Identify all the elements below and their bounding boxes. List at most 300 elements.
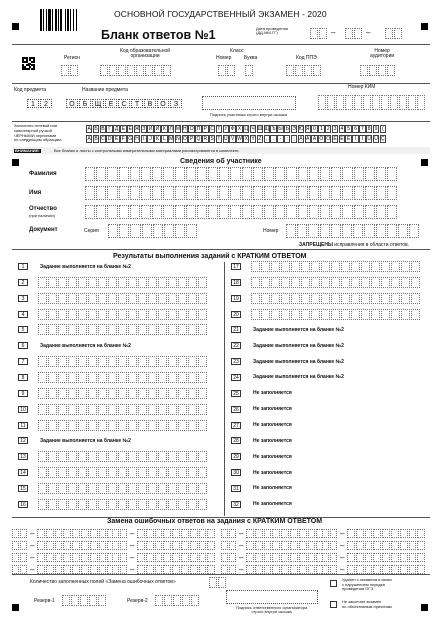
input-cell[interactable] [345, 95, 353, 110]
input-cell[interactable] [58, 309, 67, 320]
input-cell[interactable] [391, 565, 399, 574]
input-cell[interactable] [229, 565, 236, 574]
input-cell[interactable] [128, 451, 137, 462]
replacement-task-cells[interactable] [322, 565, 338, 574]
replacement-task-cells[interactable] [12, 553, 28, 562]
input-cell[interactable] [308, 224, 318, 238]
input-cell[interactable] [148, 420, 157, 431]
input-cell[interactable] [347, 529, 355, 538]
input-cell[interactable] [198, 483, 207, 494]
input-cell[interactable] [178, 420, 187, 431]
input-cell[interactable] [138, 277, 147, 288]
input-cell[interactable] [331, 186, 341, 200]
input-cell[interactable] [361, 277, 370, 288]
replacement-answer-cells[interactable] [347, 529, 426, 538]
input-cell[interactable] [68, 404, 77, 415]
input-cell[interactable] [301, 261, 310, 272]
input-cell[interactable] [168, 451, 177, 462]
input-cell[interactable] [246, 553, 254, 562]
input-cell[interactable] [108, 404, 117, 415]
input-cell[interactable] [78, 451, 87, 462]
input-cell[interactable] [330, 541, 337, 550]
answer-cells[interactable] [38, 388, 208, 399]
input-cell[interactable] [55, 541, 63, 550]
input-cell[interactable] [37, 565, 45, 574]
input-cell[interactable] [175, 167, 185, 181]
input-cell[interactable] [80, 595, 88, 606]
input-cell[interactable] [136, 65, 144, 76]
input-cell[interactable] [308, 541, 316, 550]
input-cell[interactable] [148, 388, 157, 399]
input-cell[interactable] [88, 483, 97, 494]
input-cell[interactable] [401, 277, 410, 288]
input-cell[interactable] [58, 404, 67, 415]
input-cell[interactable] [68, 372, 77, 383]
answer-cells[interactable] [38, 356, 208, 367]
input-cell[interactable] [128, 277, 137, 288]
input-cell[interactable] [281, 541, 289, 550]
replacement-task-cells[interactable] [322, 529, 338, 538]
input-cell[interactable] [38, 467, 47, 478]
input-cell[interactable] [360, 65, 368, 76]
input-cell[interactable] [99, 541, 107, 550]
input-cell[interactable] [197, 205, 207, 219]
input-cell[interactable] [38, 499, 47, 510]
input-cell[interactable] [221, 529, 228, 538]
input-cell[interactable] [48, 277, 57, 288]
input-cell[interactable] [219, 186, 229, 200]
input-cell[interactable] [38, 324, 47, 335]
input-cell[interactable] [63, 565, 71, 574]
input-cell[interactable] [178, 293, 187, 304]
input-cell[interactable] [351, 293, 360, 304]
input-cell[interactable] [118, 309, 127, 320]
input-cell[interactable] [78, 324, 87, 335]
input-cell[interactable] [251, 309, 260, 320]
input-cell[interactable] [178, 388, 187, 399]
input-cell[interactable] [108, 451, 117, 462]
input-cell[interactable] [38, 420, 47, 431]
input-cell[interactable] [172, 553, 180, 562]
input-cell[interactable] [107, 205, 117, 219]
input-cell[interactable] [85, 167, 95, 181]
input-cell[interactable] [178, 372, 187, 383]
answer-cells[interactable] [251, 261, 421, 272]
input-cell[interactable] [55, 565, 63, 574]
input-cell[interactable] [272, 565, 280, 574]
input-cell[interactable] [178, 499, 187, 510]
input-cell[interactable] [411, 309, 420, 320]
input-cell[interactable] [227, 65, 235, 76]
input-cell[interactable] [271, 309, 280, 320]
input-cell[interactable] [191, 595, 199, 606]
input-cell[interactable] [168, 309, 177, 320]
input-cell[interactable] [168, 483, 177, 494]
input-cell[interactable] [155, 565, 163, 574]
input-cell[interactable] [98, 404, 107, 415]
input-cell[interactable] [354, 205, 364, 219]
replacement-task-cells[interactable] [12, 529, 28, 538]
name-cells[interactable] [85, 186, 398, 200]
input-cell[interactable] [291, 293, 300, 304]
input-cell[interactable] [297, 224, 307, 238]
input-cell[interactable] [48, 483, 57, 494]
input-cell[interactable] [155, 553, 163, 562]
input-cell[interactable] [141, 205, 151, 219]
input-cell[interactable] [48, 451, 57, 462]
input-cell[interactable] [108, 324, 117, 335]
input-cell[interactable] [391, 309, 400, 320]
input-cell[interactable] [48, 309, 57, 320]
input-cell[interactable] [341, 309, 350, 320]
input-cell[interactable] [175, 224, 185, 238]
input-cell[interactable] [152, 205, 162, 219]
input-cell[interactable] [88, 451, 97, 462]
input-cell[interactable] [221, 565, 228, 574]
input-cell[interactable] [188, 404, 197, 415]
input-cell[interactable] [221, 553, 228, 562]
input-cell[interactable] [330, 529, 337, 538]
input-cell[interactable] [38, 483, 47, 494]
input-cell[interactable] [255, 541, 263, 550]
input-cell[interactable] [188, 420, 197, 431]
replacement-answer-cells[interactable] [37, 565, 116, 574]
input-cell[interactable] [299, 553, 307, 562]
input-cell[interactable] [209, 577, 217, 588]
input-cell[interactable] [353, 224, 363, 238]
input-cell[interactable] [321, 293, 330, 304]
input-cell[interactable] [242, 205, 252, 219]
input-cell[interactable] [309, 205, 319, 219]
input-cell[interactable] [78, 499, 87, 510]
input-cell[interactable] [218, 577, 226, 588]
input-cell[interactable] [299, 529, 307, 538]
input-cell[interactable] [72, 553, 80, 562]
input-cell[interactable] [163, 205, 173, 219]
input-cell[interactable] [146, 541, 154, 550]
input-cell[interactable] [100, 65, 108, 76]
input-cell[interactable] [120, 565, 127, 574]
input-cell[interactable] [48, 499, 57, 510]
input-cell[interactable] [290, 553, 298, 562]
input-cell[interactable] [58, 388, 67, 399]
input-cell[interactable] [275, 167, 285, 181]
input-cell[interactable] [71, 595, 79, 606]
input-cell[interactable] [46, 529, 54, 538]
input-cell[interactable] [163, 186, 173, 200]
input-cell[interactable] [181, 565, 189, 574]
answer-cells[interactable] [38, 277, 208, 288]
input-cell[interactable] [78, 309, 87, 320]
answer-cells[interactable] [38, 451, 208, 462]
input-cell[interactable] [61, 65, 69, 76]
input-cell[interactable] [230, 186, 240, 200]
input-cell[interactable] [108, 420, 117, 431]
input-cell[interactable] [387, 167, 397, 181]
input-cell[interactable] [198, 293, 207, 304]
input-cell[interactable] [109, 65, 117, 76]
input-cell[interactable] [58, 499, 67, 510]
input-cell[interactable] [409, 565, 417, 574]
org-code-cells[interactable] [100, 65, 172, 76]
input-cell[interactable] [408, 95, 416, 110]
input-cell[interactable] [63, 553, 71, 562]
input-cell[interactable] [118, 277, 127, 288]
input-cell[interactable] [417, 541, 425, 550]
input-cell[interactable] [148, 404, 157, 415]
input-cell[interactable] [385, 28, 393, 39]
input-cell[interactable] [37, 553, 45, 562]
input-cell[interactable] [207, 541, 215, 550]
input-cell[interactable] [89, 595, 97, 606]
date-day-cells[interactable] [310, 28, 328, 39]
input-cell[interactable] [198, 324, 207, 335]
input-cell[interactable] [68, 483, 77, 494]
input-cell[interactable] [112, 529, 119, 538]
input-cell[interactable] [138, 309, 147, 320]
input-cell[interactable] [286, 65, 294, 76]
input-cell[interactable] [112, 541, 119, 550]
input-cell[interactable] [141, 167, 151, 181]
input-cell[interactable] [98, 277, 107, 288]
input-cell[interactable] [401, 309, 410, 320]
input-cell[interactable] [365, 553, 373, 562]
input-cell[interactable] [168, 372, 177, 383]
input-cell[interactable] [68, 356, 77, 367]
input-cell[interactable] [137, 553, 145, 562]
input-cell[interactable] [178, 277, 187, 288]
input-cell[interactable] [382, 529, 390, 538]
input-cell[interactable] [190, 553, 198, 562]
document-series-cells[interactable] [108, 224, 198, 238]
replacement-answer-cells[interactable] [37, 529, 116, 538]
answer-cells[interactable] [38, 404, 208, 415]
input-cell[interactable] [38, 356, 47, 367]
input-cell[interactable] [264, 565, 272, 574]
input-cell[interactable] [342, 224, 352, 238]
input-cell[interactable] [128, 356, 137, 367]
input-cell[interactable] [163, 65, 171, 76]
input-cell[interactable] [261, 293, 270, 304]
input-cell[interactable] [218, 65, 226, 76]
input-cell[interactable] [138, 483, 147, 494]
input-cell[interactable] [163, 167, 173, 181]
input-cell[interactable] [398, 224, 408, 238]
input-cell[interactable] [320, 224, 330, 238]
input-cell[interactable] [112, 553, 119, 562]
input-cell[interactable] [190, 565, 198, 574]
input-cell[interactable] [356, 541, 364, 550]
not-finished-checkbox[interactable] [330, 601, 337, 608]
input-cell[interactable] [118, 483, 127, 494]
answer-cells[interactable] [251, 293, 421, 304]
input-cell[interactable] [411, 277, 420, 288]
input-cell[interactable] [88, 356, 97, 367]
replacement-answer-cells[interactable] [347, 565, 426, 574]
input-cell[interactable] [275, 205, 285, 219]
input-cell[interactable] [255, 553, 263, 562]
input-cell[interactable] [188, 388, 197, 399]
input-cell[interactable] [108, 277, 117, 288]
input-cell[interactable] [108, 356, 117, 367]
input-cell[interactable] [198, 467, 207, 478]
input-cell[interactable] [78, 467, 87, 478]
answer-cells[interactable] [38, 467, 208, 478]
input-cell[interactable] [230, 167, 240, 181]
input-cell[interactable] [68, 499, 77, 510]
input-cell[interactable] [310, 28, 318, 39]
input-cell[interactable] [137, 565, 145, 574]
input-cell[interactable] [72, 565, 80, 574]
input-cell[interactable] [175, 186, 185, 200]
input-cell[interactable] [62, 595, 70, 606]
input-cell[interactable] [38, 404, 47, 415]
input-cell[interactable] [261, 261, 270, 272]
input-cell[interactable] [341, 277, 350, 288]
input-cell[interactable] [417, 553, 425, 562]
answer-cells[interactable] [38, 324, 208, 335]
input-cell[interactable] [322, 529, 329, 538]
input-cell[interactable] [207, 553, 215, 562]
input-cell[interactable] [198, 499, 207, 510]
input-cell[interactable] [197, 167, 207, 181]
participant-signature-box[interactable] [202, 96, 296, 110]
input-cell[interactable] [381, 293, 390, 304]
input-cell[interactable] [168, 356, 177, 367]
input-cell[interactable] [168, 293, 177, 304]
input-cell[interactable] [365, 529, 373, 538]
input-cell[interactable] [88, 467, 97, 478]
input-cell[interactable] [90, 529, 98, 538]
replacement-task-cells[interactable] [322, 541, 338, 550]
input-cell[interactable] [108, 293, 117, 304]
input-cell[interactable] [148, 467, 157, 478]
input-cell[interactable] [376, 186, 386, 200]
input-cell[interactable] [376, 167, 386, 181]
input-cell[interactable] [382, 553, 390, 562]
input-cell[interactable] [128, 309, 137, 320]
input-cell[interactable] [198, 356, 207, 367]
input-cell[interactable] [188, 372, 197, 383]
input-cell[interactable] [173, 595, 181, 606]
input-cell[interactable] [158, 451, 167, 462]
input-cell[interactable] [158, 420, 167, 431]
input-cell[interactable] [387, 205, 397, 219]
input-cell[interactable] [400, 541, 408, 550]
input-cell[interactable] [78, 293, 87, 304]
input-cell[interactable] [158, 324, 167, 335]
subject-code-cells[interactable] [27, 99, 53, 108]
input-cell[interactable] [298, 205, 308, 219]
input-cell[interactable] [78, 483, 87, 494]
input-cell[interactable] [168, 324, 177, 335]
replacement-task-cells[interactable] [112, 541, 128, 550]
input-cell[interactable] [58, 467, 67, 478]
input-cell[interactable] [198, 404, 207, 415]
input-cell[interactable] [48, 420, 57, 431]
input-cell[interactable] [108, 467, 117, 478]
replacement-count-cells[interactable] [209, 577, 227, 588]
input-cell[interactable] [155, 595, 163, 606]
input-cell[interactable] [119, 186, 129, 200]
input-cell[interactable] [158, 277, 167, 288]
input-cell[interactable] [128, 467, 137, 478]
input-cell[interactable] [347, 541, 355, 550]
input-cell[interactable] [63, 529, 71, 538]
input-cell[interactable] [331, 293, 340, 304]
input-cell[interactable] [369, 65, 377, 76]
input-cell[interactable] [321, 261, 330, 272]
input-cell[interactable] [46, 565, 54, 574]
input-cell[interactable] [271, 293, 280, 304]
reserve-1-cells[interactable] [62, 595, 107, 606]
input-cell[interactable] [188, 324, 197, 335]
replacement-task-cells[interactable] [221, 553, 237, 562]
auditorium-cells[interactable] [360, 65, 396, 76]
subject-name-cells[interactable] [66, 99, 183, 108]
input-cell[interactable] [55, 553, 63, 562]
input-cell[interactable] [108, 309, 117, 320]
input-cell[interactable] [272, 541, 280, 550]
input-cell[interactable] [58, 372, 67, 383]
input-cell[interactable] [48, 388, 57, 399]
input-cell[interactable] [409, 529, 417, 538]
input-cell[interactable] [146, 529, 154, 538]
input-cell[interactable] [120, 553, 127, 562]
input-cell[interactable] [382, 541, 390, 550]
input-cell[interactable] [175, 205, 185, 219]
input-cell[interactable] [153, 224, 163, 238]
input-cell[interactable] [148, 499, 157, 510]
input-cell[interactable] [411, 261, 420, 272]
input-cell[interactable] [108, 499, 117, 510]
input-cell[interactable] [20, 553, 27, 562]
input-cell[interactable] [311, 309, 320, 320]
input-cell[interactable] [48, 404, 57, 415]
input-cell[interactable] [308, 553, 316, 562]
input-cell[interactable] [48, 293, 57, 304]
input-cell[interactable] [55, 529, 63, 538]
input-cell[interactable] [230, 205, 240, 219]
input-cell[interactable] [119, 224, 129, 238]
input-cell[interactable] [291, 277, 300, 288]
input-cell[interactable] [361, 309, 370, 320]
replacement-task-cells[interactable] [112, 529, 128, 538]
input-cell[interactable] [321, 309, 330, 320]
input-cell[interactable] [178, 404, 187, 415]
input-cell[interactable] [130, 167, 140, 181]
replacement-answer-cells[interactable] [246, 553, 325, 562]
input-cell[interactable] [118, 499, 127, 510]
input-cell[interactable] [98, 451, 107, 462]
input-cell[interactable] [197, 186, 207, 200]
input-cell[interactable] [141, 186, 151, 200]
input-cell[interactable] [322, 541, 329, 550]
input-cell[interactable] [341, 293, 350, 304]
input-cell[interactable] [158, 388, 167, 399]
input-cell[interactable] [58, 277, 67, 288]
input-cell[interactable] [178, 467, 187, 478]
replacement-answer-cells[interactable] [137, 565, 216, 574]
answer-cells[interactable] [38, 499, 208, 510]
input-cell[interactable] [336, 95, 344, 110]
input-cell[interactable] [181, 529, 189, 538]
input-cell[interactable] [391, 277, 400, 288]
input-cell[interactable] [158, 293, 167, 304]
input-cell[interactable] [318, 95, 326, 110]
input-cell[interactable] [198, 451, 207, 462]
input-cell[interactable] [221, 541, 228, 550]
